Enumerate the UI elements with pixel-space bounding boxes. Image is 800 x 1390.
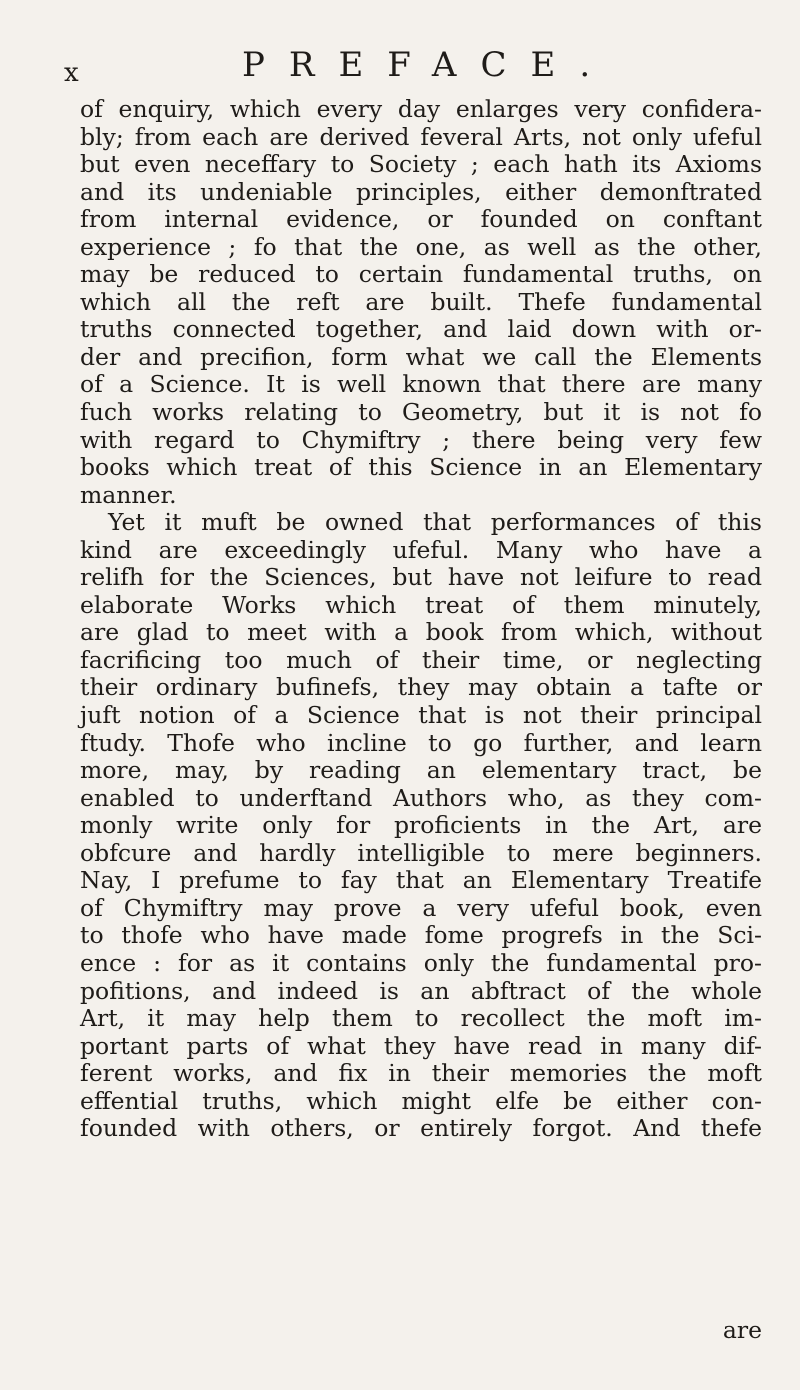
text-line: juft notion of a Science that is not their principal	[80, 701, 762, 730]
text-line: more, may, by reading an elementary tract, be	[80, 756, 762, 785]
text-line: obfcure and hardly intelligible to mere beginners.	[80, 838, 762, 867]
text-line: Yet it muft be owned that performances of this	[108, 508, 762, 537]
text-line: founded with others, or entirely forgot. And thefe	[80, 1114, 762, 1143]
text-line: relifh for the Sciences, but have not leifure to read	[80, 563, 762, 592]
text-line: enabled to underftand Authors who, as they com-	[80, 783, 762, 812]
text-line: their ordinary bufinefs, they may obtain a tafte or	[80, 673, 762, 702]
text-line: of a Science. It is well known that there are many	[80, 370, 762, 399]
text-line: elaborate Works which treat of them minutely,	[80, 590, 762, 619]
text-line: and its undeniable principles, either demonftrated	[80, 177, 762, 206]
paragraph-1	[80, 96, 762, 509]
text-line: der and precifion, form what we call the Elements	[80, 342, 762, 371]
text-line: Art, it may help them to recollect the moft im-	[80, 1004, 762, 1033]
text-line: ence : for as it contains only the fundamental pro-	[80, 948, 762, 977]
text-line: truths connected together, and laid down with or-	[80, 315, 762, 344]
page-header	[64, 45, 764, 88]
text-line: of Chymiftry may prove a very ufeful book, even	[80, 893, 762, 922]
text-line: experience ; fo that the one, as well as the other,	[80, 232, 762, 261]
text-line: but even neceffary to Society ; each hath its Axioms	[80, 150, 762, 179]
text-line: to thofe who have made fome progrefs in the Sci-	[80, 921, 762, 950]
text-body	[80, 96, 762, 1143]
text-line: books which treat of this Science in an Elementary	[80, 453, 762, 482]
catchword: are	[722, 1316, 762, 1344]
text-line: from internal evidence, or founded on conftant	[80, 205, 762, 234]
text-line: fuch works relating to Geometry, but it is not fo	[80, 398, 762, 427]
text-line: manner.	[80, 480, 177, 509]
text-line: kind are exceedingly ufeful. Many who have a	[80, 535, 762, 564]
text-line: may be reduced to certain fundamental truths, on	[80, 260, 762, 289]
text-line: are glad to meet with a book from which, without	[80, 618, 762, 647]
text-line: which all the reft are built. Thefe fundamental	[80, 287, 762, 316]
page-number: x	[64, 58, 79, 88]
text-line: ferent works, and fix in their memories the moft	[80, 1059, 762, 1088]
paragraph-2	[80, 509, 762, 1143]
text-line: of enquiry, which every day enlarges very confidera-	[80, 95, 762, 123]
text-line: with regard to Chymiftry ; there being very few	[80, 425, 762, 454]
text-line: monly write only for proficients in the Art, are	[80, 811, 762, 840]
text-line: pofitions, and indeed is an abftract of the whole	[80, 976, 762, 1005]
text-line: effential truths, which might elfe be either con-	[80, 1086, 762, 1115]
text-line: bly; from each are derived feveral Arts, not only ufeful	[80, 122, 762, 151]
text-line: facrificing too much of their time, or neglecting	[80, 645, 762, 674]
running-head: PREFACE.	[242, 45, 615, 85]
text-line: Nay, I prefume to fay that an Elementary Treatife	[80, 866, 762, 895]
text-line: ftudy. Thofe who incline to go further, and learn	[80, 728, 762, 757]
text-line: portant parts of what they have read in many dif-	[80, 1031, 762, 1060]
